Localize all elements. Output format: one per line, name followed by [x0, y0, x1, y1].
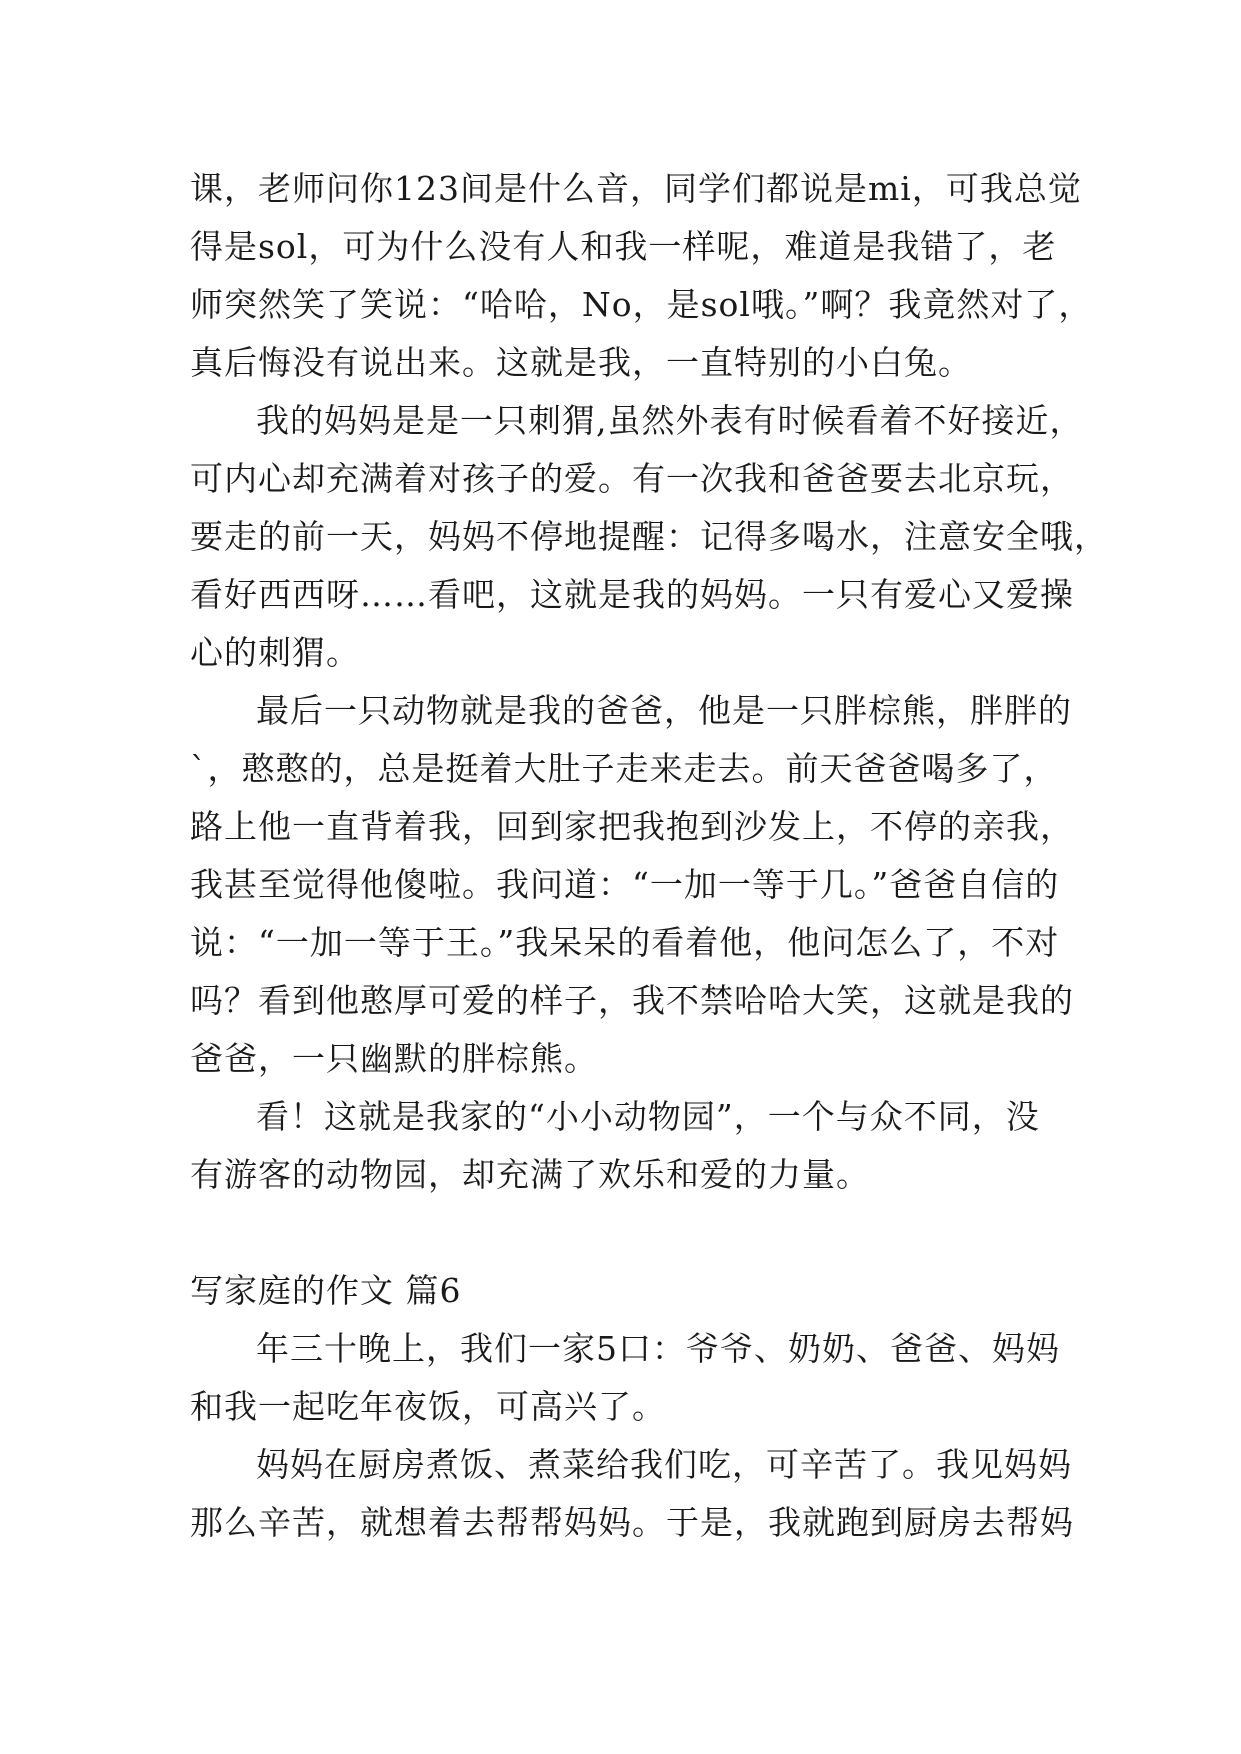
text-line: 有游客的动物园，却充满了欢乐和爱的力量。 — [190, 1155, 870, 1194]
text-line: 师突然笑了笑说：“哈哈，No，是sol哦。”啊？我竟然对了， — [190, 285, 1093, 324]
text-line: 我的妈妈是是一只刺猬,虽然外表有时候看着不好接近， — [256, 401, 1084, 440]
text-line: 路上他一直背着我，回到家把我抱到沙发上，不停的亲我， — [190, 807, 1074, 846]
text-line: 爸爸，一只幽默的胖棕熊。 — [190, 1039, 598, 1078]
text-line: 吗？看到他憨厚可爱的样子，我不禁哈哈大笑，这就是我的 — [190, 981, 1074, 1020]
text-line: 课，老师问你123间是什么音，同学们都说是mi，可我总觉 — [190, 169, 1082, 208]
section-heading: 写家庭的作文 篇6 — [190, 1271, 462, 1310]
text-line: 可内心却充满着对孩子的爱。有一次我和爸爸要去北京玩， — [190, 459, 1074, 498]
paragraph-continuation — [190, 160, 1093, 392]
paragraph-conclusion — [190, 1088, 1050, 1204]
paragraph-kitchen — [190, 1436, 1074, 1552]
document-body — [190, 160, 1108, 1552]
paragraph-father — [190, 682, 1074, 1088]
text-line: 那么辛苦，就想着去帮帮妈妈。于是，我就跑到厨房去帮妈 — [190, 1503, 1074, 1542]
text-line: 看好西西呀……看吧，这就是我的妈妈。一只有爱心又爱操 — [190, 575, 1074, 614]
text-line: 和我一起吃年夜饭，可高兴了。 — [190, 1387, 666, 1426]
text-line: 妈妈在厨房煮饭、煮菜给我们吃，可辛苦了。我见妈妈 — [256, 1445, 1072, 1484]
text-line: 说：“一加一等于王。”我呆呆的看着他，他问怎么了，不对 — [190, 923, 1060, 962]
paragraph-new-year — [190, 1320, 1060, 1436]
text-line: 最后一只动物就是我的爸爸，他是一只胖棕熊，胖胖的 — [256, 691, 1072, 730]
text-line: 看！这就是我家的“小小动物园”，一个与众不同，没 — [256, 1097, 1040, 1136]
text-line: 心的刺猬。 — [190, 633, 360, 672]
text-line: 真后悔没有说出来。这就是我，一直特别的小白兔。 — [190, 343, 972, 382]
text-line: 要走的前一天，妈妈不停地提醒：记得多喝水，注意安全哦， — [190, 517, 1108, 556]
text-line: 年三十晚上，我们一家5口：爷爷、奶奶、爸爸、妈妈 — [256, 1329, 1060, 1368]
text-line: 得是sol，可为什么没有人和我一样呢，难道是我错了，老 — [190, 227, 1057, 266]
paragraph-mother — [190, 392, 1108, 682]
text-line: 我甚至觉得他傻啦。我问道：“一加一等于几。”爸爸自信的 — [190, 865, 1060, 904]
text-line: `，憨憨的，总是挺着大肚子走来走去。前天爸爸喝多了， — [190, 749, 1058, 788]
